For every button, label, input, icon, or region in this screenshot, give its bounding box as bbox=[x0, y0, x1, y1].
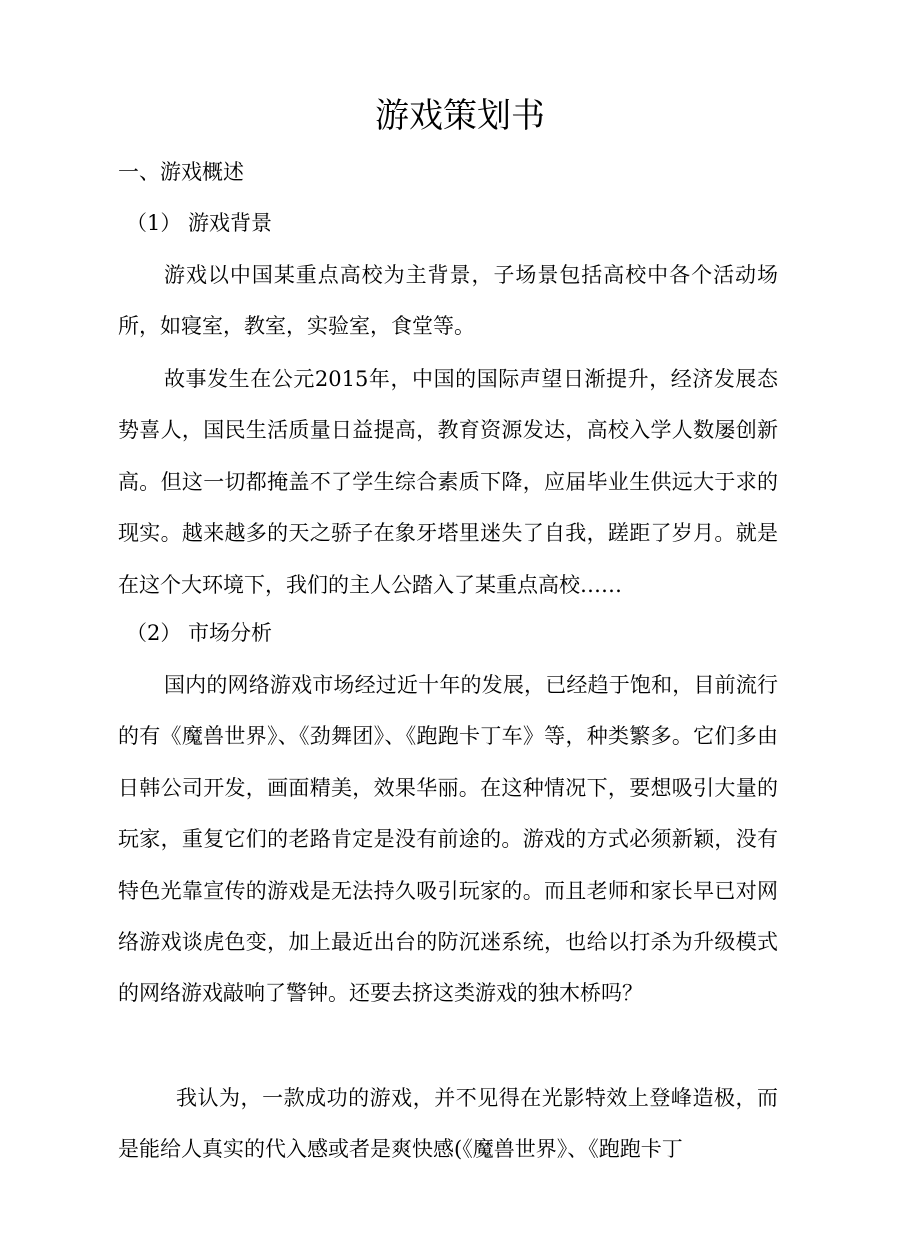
paragraph-background-story: 故事发生在公元2015年，中国的国际声望日渐提升，经济发展态势喜人，国民生活质量日益提高，教育资源发达，高校入学人数屡创新高。但这一切都掩盖不了学生综合素质下降，应届毕业生供远大于求的现实。越来越多的天之骄子在象牙塔里迷失了自我，蹉距了岁月。就是在这个大环境下，我们的主人公踏入了某重点高校…… bbox=[118, 367, 778, 597]
paragraph-market-opinion: 我认为，一款成功的游戏，并不见得在光影特效上登峰造极，而是能给人真实的代入感或者是爽快感(《魔兽世界》、《跑跑卡丁 bbox=[118, 1086, 778, 1162]
subsection-heading-background: （1） 游戏背景 bbox=[126, 211, 273, 235]
paragraph-background-setting: 游戏以中国某重点高校为主背景，子场景包括高校中各个活动场所，如寝室，教室，实验室，食堂等。 bbox=[118, 263, 778, 339]
subsection-heading-market: （2） 市场分析 bbox=[126, 621, 273, 645]
paragraph-market-analysis: 国内的网络游戏市场经过近十年的发展，已经趋于饱和，目前流行的有《魔兽世界》、《劲舞团》、《跑跑卡丁车》等，种类繁多。它们多由日韩公司开发，画面精美，效果华丽。在这种情况下，要想吸引大量的玩家，重复它们的老路肯定是没有前途的。游戏的方式必须新颖，没有特色光靠宣传的游戏是无法持久吸引玩家的。而且老师和家长早已对网络游戏谈虎色变，加上最近出台的防沉迷系统，也给以打杀为升级模式的网络游戏敲响了警钟。还要去挤这类游戏的独木桥吗？ bbox=[118, 673, 778, 1006]
document-title: 游戏策划书 bbox=[375, 96, 545, 136]
section-heading-overview: 一、游戏概述 bbox=[118, 160, 244, 184]
